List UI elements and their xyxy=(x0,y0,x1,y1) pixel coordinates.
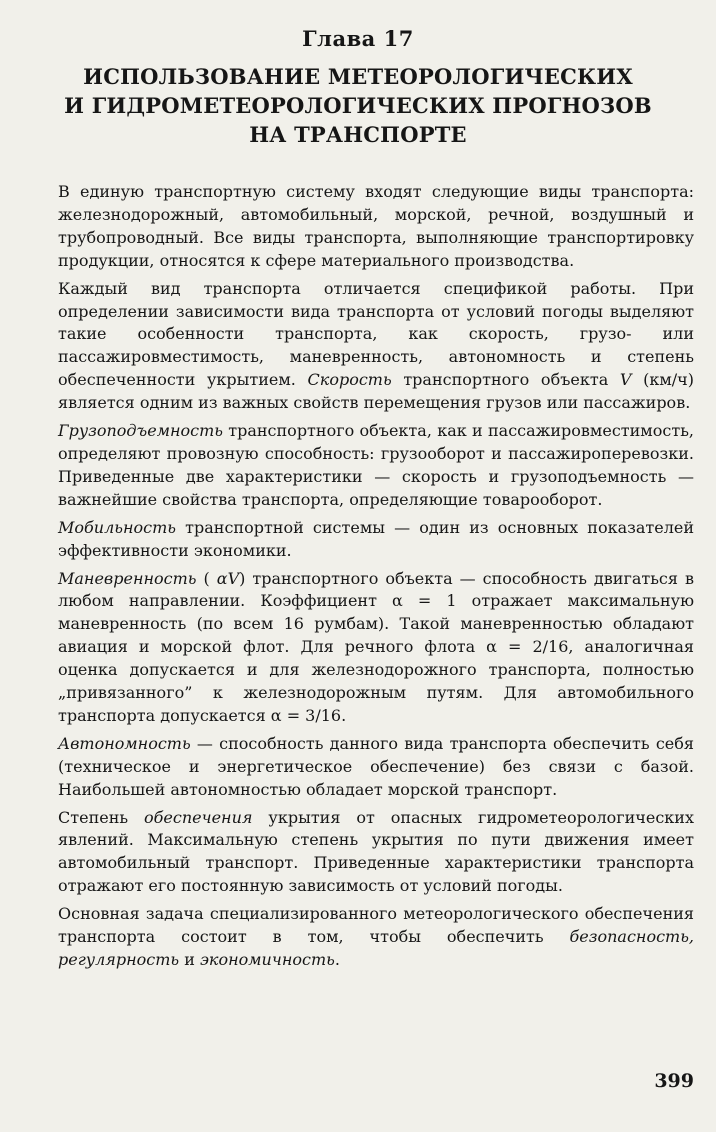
paragraph xyxy=(58,903,694,972)
page-number: 399 xyxy=(654,1070,694,1092)
chapter-title-line: НА ТРАНСПОРТЕ xyxy=(249,122,467,147)
paragraph xyxy=(58,517,694,563)
paragraph-text: (км/ч) является одним из важных свойств перемещения грузов или пассажиров. xyxy=(58,370,694,413)
paragraph xyxy=(58,807,694,899)
paragraph-text: и xyxy=(179,950,200,969)
paragraph-text: ( xyxy=(196,568,217,588)
paragraph-text: Основная задача специализированного метеорологического обеспечения транспорта состоит в том, чтобы обеспечить xyxy=(58,904,694,947)
paragraph-text: транспортного объекта, как и пассажировместимость, определяют провозную способность: грузооборот и пассажироперевозки. Приведенные две характеристики — скорость и грузоподъемность — важнейшие свойства транспорта, определяющие товарооборот. xyxy=(58,421,694,509)
paragraph-text: транспортной системы — один из основных показателей эффективности экономики. xyxy=(58,517,694,560)
italic-term: экономичность xyxy=(199,950,335,969)
italic-term: Маневренность xyxy=(58,568,197,588)
paragraph-text: — способность данного вида транспорта обеспечить себя (техническое и энергетическое обеспечение) без связи с базой. Наибольшей автономностью обладает морской транспорт. xyxy=(58,733,694,799)
paragraph-text: . xyxy=(334,950,340,969)
italic-term: Автономность xyxy=(58,733,191,753)
italic-term: Грузоподъемность xyxy=(58,421,223,441)
body-text xyxy=(58,181,694,977)
paragraph-text: Степень xyxy=(58,807,145,827)
paragraph xyxy=(58,568,694,728)
chapter-title-line: И ГИДРОМЕТЕОРОЛОГИЧЕСКИХ ПРОГНОЗОВ xyxy=(64,93,652,118)
italic-term: Мобильность xyxy=(58,517,176,537)
paragraph-text: транспортного объекта xyxy=(391,370,620,390)
paragraph-text: укрытия от опасных гидрометеорологических явлений. Максимальную степень укрытия по пути движения имеет автомобильный транспорт. Приведенные характеристики транспорта отражают его постоянную зависимость от условий погоды. xyxy=(58,807,694,896)
italic-term: безопасность, регулярность xyxy=(58,927,694,969)
italic-term: αV xyxy=(216,568,240,588)
paragraph-text: ) транспортного объекта — способность двигаться в любом направлении. Коэффициент α = 1 отражает максимальную маневренность (по всем 16 румбам). Такой маневренностью обладают авиация и морской флот. Для речного флота α = 2/16, аналогичная оценка допускается и для железнодорожного транспорта, полностью „привязанного” к железнодорожным путям. Для автомобильного транспорта допускается α = 3/16. xyxy=(58,568,694,725)
italic-term: V xyxy=(619,370,632,390)
chapter-title-line: ИСПОЛЬЗОВАНИЕ МЕТЕОРОЛОГИЧЕСКИХ xyxy=(83,64,633,89)
paragraph xyxy=(58,733,694,802)
chapter-label: Глава 17 xyxy=(302,26,414,51)
italic-term: Скорость xyxy=(307,370,392,390)
paragraph xyxy=(58,420,694,512)
paragraph xyxy=(58,278,694,415)
paragraph-text: Каждый вид транспорта отличается спецификой работы. При определении зависимости вида транспорта от условий погоды выделяют такие особенности транспорта, как скорость, грузо- или пассажировместимость, маневренность, автономность и степень обеспеченности укрытием. xyxy=(58,278,694,390)
chapter-title xyxy=(40,62,676,149)
italic-term: обеспечения xyxy=(144,807,253,827)
paragraph xyxy=(58,181,694,273)
paragraph-text: В единую транспортную систему входят следующие виды транспорта: железнодорожный, автомобильный, морской, речной, воздушный и трубопроводный. Все виды транспорта, выполняющие транспортировку продукции, относятся к сфере материального производства. xyxy=(58,182,694,270)
